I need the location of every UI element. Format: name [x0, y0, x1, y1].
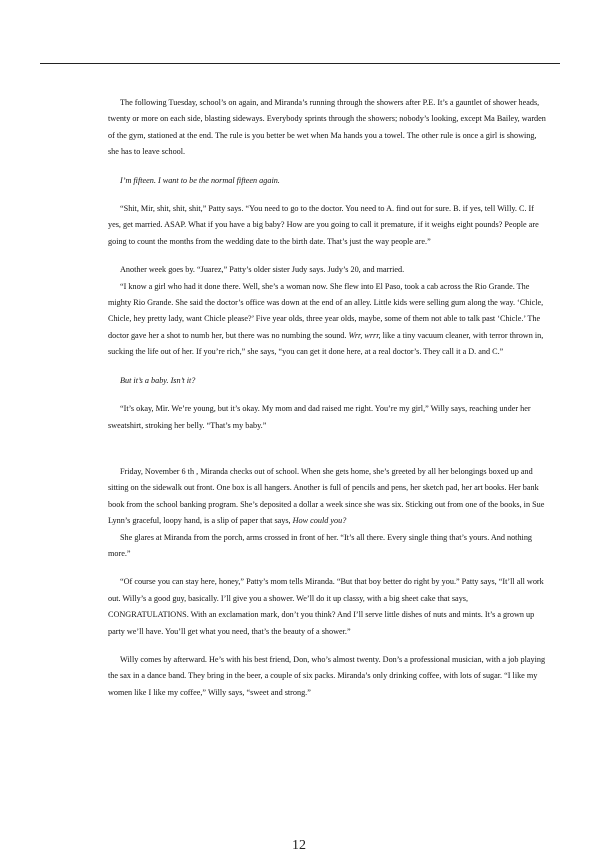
paragraph-willy-don: Willy comes by afterward. He’s with his best friend, Don, who’s almost twenty. Don’s a professional musician, with a job playing the sax in a dance band. They bring in the beer, a couple of six packs. Miranda’s only drinking coffee, with lots of sugar. “I like my women like I like my coffee,” Willy says, “sweet and strong.”: [108, 654, 546, 697]
page-number: 12: [292, 838, 306, 853]
judy-story-sound: Wrr, wrrr,: [348, 330, 381, 340]
judy-story-end: like a tiny vacuum cleaner, with terror thrown in, sucking the life out of her. If you’re rich,” she says, “you can get it done here, at a real doctor’s. They call it a D. and C.”: [108, 330, 544, 357]
judy-story-text: “I know a girl who had it done there. Well, she’s a woman now. She flew into El Paso, took a cab across the Rio Grande. The mighty Rio Grande. She said the doctor’s office was down at the end of an alley. Little kids were selling gum along the way. ‘Chicle, Chicle, hey pretty lady, want Chicle please?’ Five year olds, three year olds, maybe, some of them not able to talk past ‘Chicle.’ The doctor gave her a shot to numb her, but there was no numbing the sound.: [108, 281, 544, 340]
paragraph-checkout: [108, 464, 548, 530]
paragraph-showers: The following Tuesday, school’s on again, and Miranda’s running through the showers after P.E. It’s a gauntlet of shower heads, twenty or more on each side, blasting sideways. Everybody sprints through the showers; nobody’s looking, except Ma Bailey, warden of the gym, stationed at the end. The rule is you better be wet when Ma hands you a towel. The other rule is once a girl is showing, she has to leave school.: [108, 98, 546, 157]
paragraph-patty-advice: “Shit, Mir, shit, shit, shit,” Patty says. “You need to go to the doctor. You need to A. find out for sure. B. if yes, tell Willy. C. If yes, get married. ASAP. What if you have a big baby? How are you going to call it premature, if it weighs eight pounds? People are going to count the months from the wedding date to the birth date. That’s just the way people are.”: [108, 204, 539, 246]
paragraph-porch: She glares at Miranda from the porch, arms crossed in front of her. “It’s all there. Every single thing that’s yours. And nothing more.”: [108, 532, 533, 558]
paragraph-willy-baby: “It’s okay, Mir. We’re young, but it’s okay. My mom and dad raised me right. You’re my girl,” Willy says, reaching under her sweatshirt, stroking her belly. “That’s my baby.”: [108, 404, 531, 430]
paragraph-judy-story: [108, 279, 548, 361]
paragraph-thought-fifteen: I’m fifteen. I want to be the normal fifteen again.: [120, 175, 280, 185]
paragraph-thought-baby: But it’s a baby. Isn’t it?: [120, 375, 196, 385]
paragraph-juarez: Another week goes by. “Juarez,” Patty’s older sister Judy says. Judy’s 20, and married.: [120, 265, 405, 275]
checkout-note: How could you?: [292, 516, 347, 526]
paragraph-shower-party: “Of course you can stay here, honey,” Patty’s mom tells Miranda. “But that boy better do right by you.” Patty says, “It’ll all work out. Willy’s a good guy, basically. I’ll give you a shower. We’ll do it up classy, with a big sheet cake that says, CONGRATULATIONS. With an exclamation mark, don’t you think? And I’ll serve little dishes of nuts and mints. It’s a grown up party we’ll have. You’ll get what you need, that’s the beauty of a shower.”: [108, 577, 544, 636]
checkout-text: Friday, November 6 th , Miranda checks out of school. When she gets home, she’s greeted by all her belongings boxed up and sitting on the sidewalk out front. One box is all hangers. Another is full of pencils and pens, her sketch pad, her art books. Her bank book from the school banking program. She’s deposited a dollar a week since she was six. Sticking out from one of the books, in Sue Lynn’s graceful, loopy hand, is a slip of paper that says,: [108, 466, 545, 526]
page-body: [108, 95, 548, 701]
header-rule: [40, 63, 560, 64]
